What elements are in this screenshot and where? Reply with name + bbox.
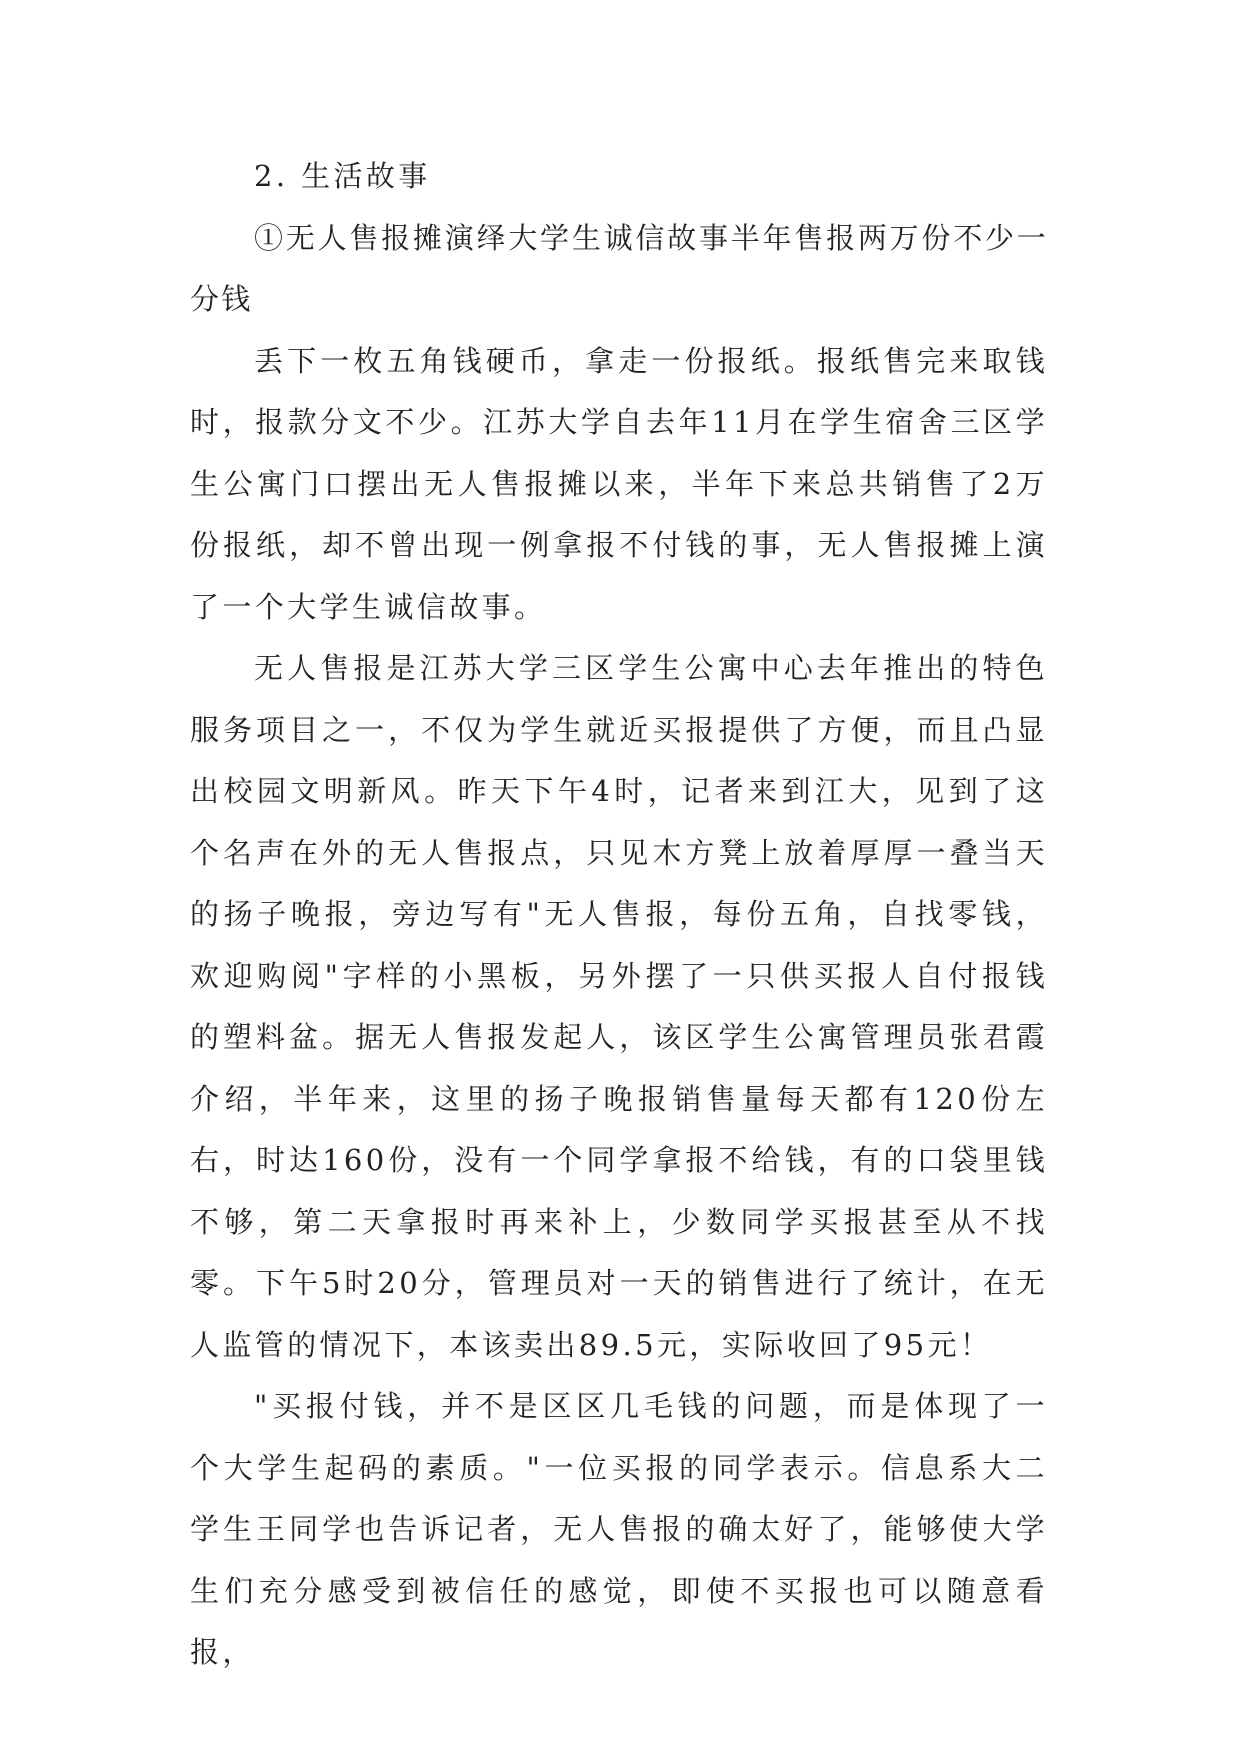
document-page: [190, 146, 1048, 1684]
story-title: ①无人售报摊演绎大学生诚信故事半年售报两万份不少一分钱: [190, 220, 1048, 316]
paragraph-2: 无人售报是江苏大学三区学生公寓中心去年推出的特色服务项目之一，不仅为学生就近买报提供了方便，而且凸显出校园文明新风。昨天下午4时，记者来到江大，见到了这个名声在外的无人售报点，只见木方凳上放着厚厚一叠当天的扬子晚报，旁边写有"无人售报，每份五角，自找零钱，欢迎购阅"字样的小黑板，另外摆了一只供买报人自付报钱的塑料盆。据无人售报发起人，该区学生公寓管理员张君霞介绍，半年来，这里的扬子晚报销售量每天都有120份左右，时达160份，没有一个同学拿报不给钱，有的口袋里钱不够，第二天拿报时再来补上，少数同学买报甚至从不找零。下午5时20分，管理员对一天的销售进行了统计，在无人监管的情况下，本该卖出89.5元，实际收回了95元！: [190, 651, 1048, 1362]
paragraph-3: "买报付钱，并不是区区几毛钱的问题，而是体现了一个大学生起码的素质。"一位买报的同学表示。信息系大二学生王同学也告诉记者，无人售报的确太好了，能够使大学生们充分感受到被信任的感觉，即使不买报也可以随意看报，: [190, 1389, 1048, 1669]
paragraph-1: 丢下一枚五角钱硬币，拿走一份报纸。报纸售完来取钱时，报款分文不少。江苏大学自去年11月在学生宿舍三区学生公寓门口摆出无人售报摊以来，半年下来总共销售了2万份报纸，却不曾出现一例拿报不付钱的事，无人售报摊上演了一个大学生诚信故事。: [190, 343, 1048, 624]
section-title: 2. 生活故事: [254, 159, 431, 193]
